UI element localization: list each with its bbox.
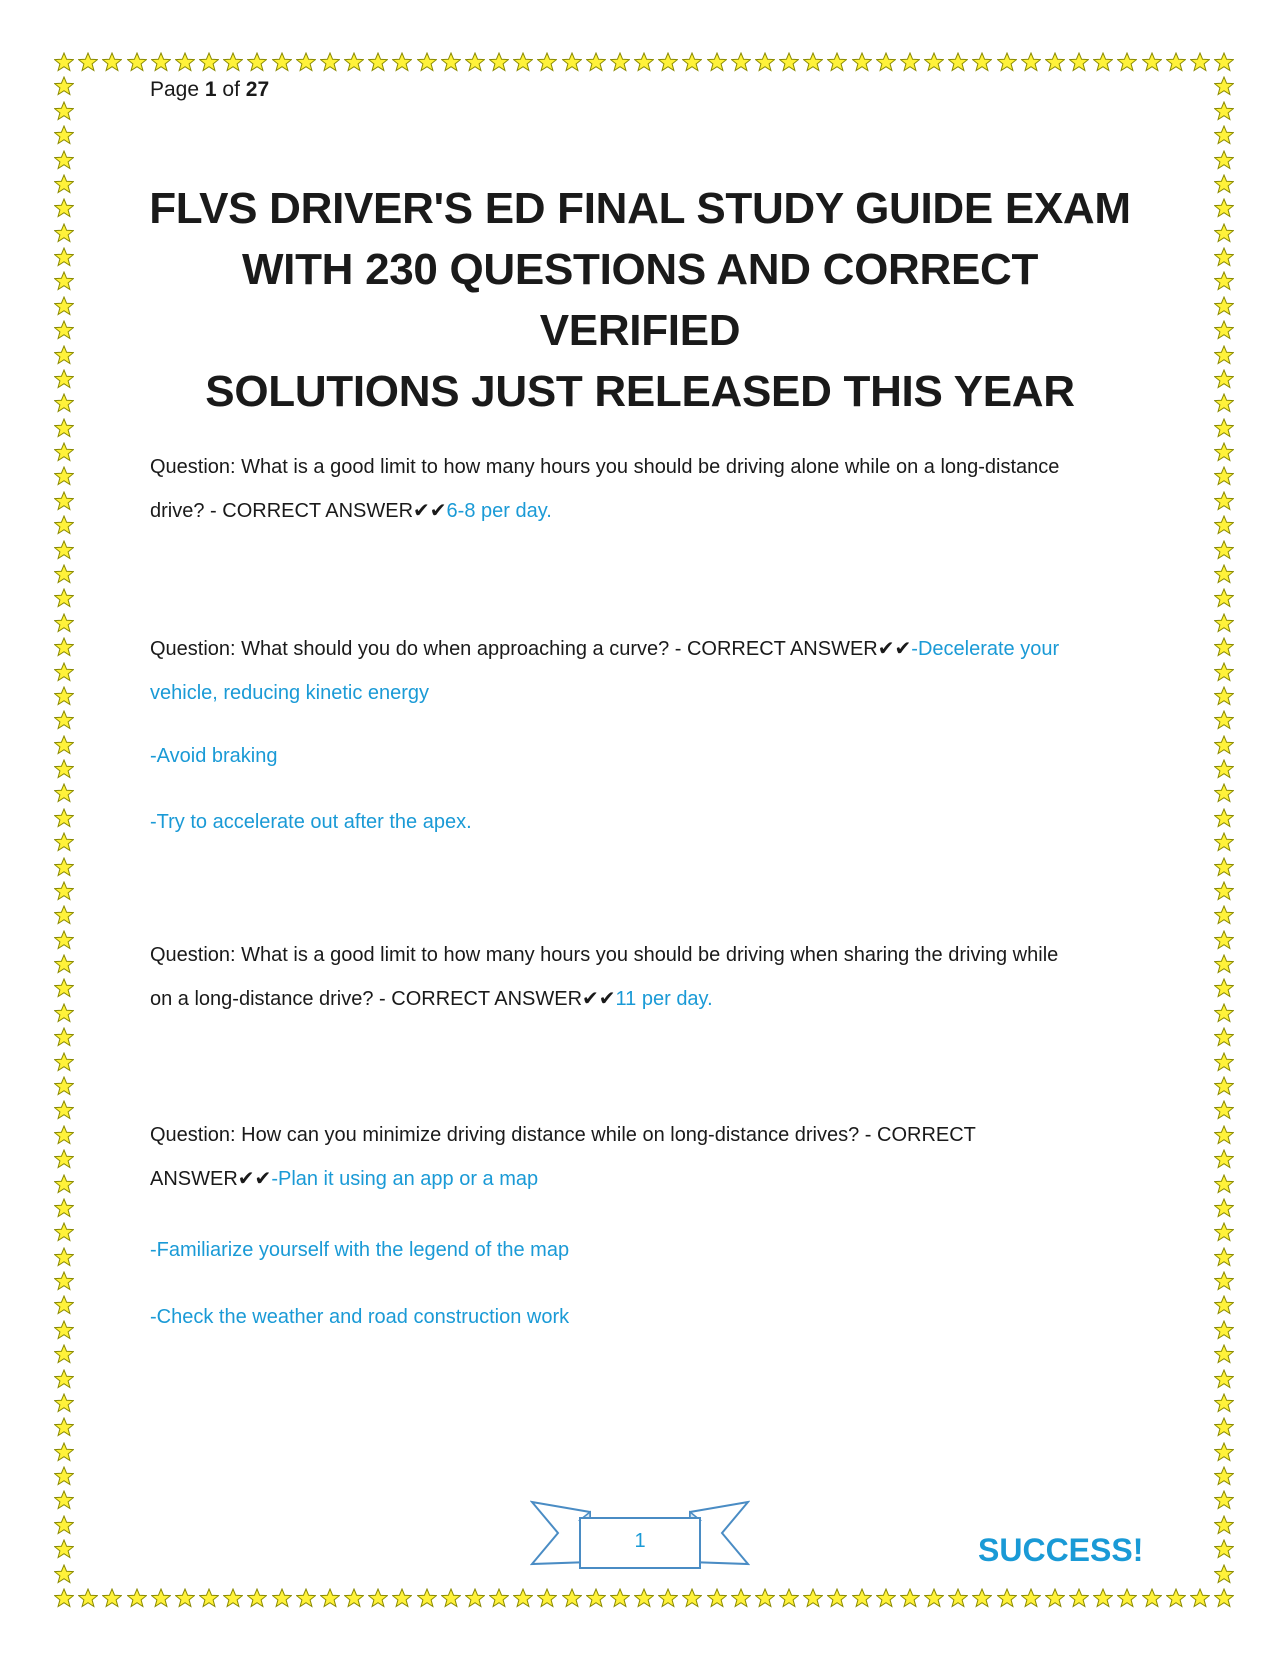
question-2 xyxy=(150,627,1130,715)
star-icon xyxy=(562,52,582,72)
star-icon xyxy=(151,52,171,72)
star-icon xyxy=(175,52,195,72)
question-3-text-cont: on a long-distance drive? - CORRECT ANSWER✔✔11 per day. xyxy=(150,988,713,1010)
star-icon xyxy=(1214,125,1234,145)
star-icon xyxy=(54,759,74,779)
star-icon xyxy=(707,1588,727,1608)
star-icon xyxy=(54,1198,74,1218)
star-icon xyxy=(54,296,74,316)
star-icon xyxy=(1021,52,1041,72)
page-counter: Page 1 of 27 xyxy=(150,78,270,101)
star-icon xyxy=(731,1588,751,1608)
star-icon xyxy=(1093,52,1113,72)
star-icon xyxy=(1117,1588,1137,1608)
question-4-answer-item-1: -Familiarize yourself with the legend of the map xyxy=(150,1239,570,1261)
star-icon xyxy=(223,52,243,72)
star-icon xyxy=(1214,393,1234,413)
star-icon xyxy=(320,52,340,72)
star-icon xyxy=(441,52,461,72)
star-icon xyxy=(54,1076,74,1096)
star-icon xyxy=(972,52,992,72)
star-icon xyxy=(803,1588,823,1608)
star-icon xyxy=(755,52,775,72)
star-icon xyxy=(1214,1490,1234,1510)
star-icon xyxy=(1214,978,1234,998)
star-icon xyxy=(272,52,292,72)
star-icon xyxy=(54,1393,74,1413)
star-icon xyxy=(1214,1198,1234,1218)
question-1-answer: 6-8 per day. xyxy=(446,500,552,522)
star-icon xyxy=(54,662,74,682)
star-icon xyxy=(827,52,847,72)
star-icon xyxy=(441,1588,461,1608)
star-icon xyxy=(54,271,74,291)
star-icon xyxy=(1214,954,1234,974)
star-icon xyxy=(1214,1369,1234,1389)
star-icon xyxy=(634,52,654,72)
star-icon xyxy=(1214,881,1234,901)
star-icon xyxy=(54,978,74,998)
success-text: SUCCESS! xyxy=(978,1532,1144,1568)
star-icon xyxy=(924,1588,944,1608)
star-icon xyxy=(1214,515,1234,535)
star-icon xyxy=(1069,1588,1089,1608)
star-icon xyxy=(1214,905,1234,925)
star-icon xyxy=(1214,1149,1234,1169)
star-icon xyxy=(972,1588,992,1608)
star-icon xyxy=(344,1588,364,1608)
star-icon xyxy=(54,588,74,608)
star-icon xyxy=(634,1588,654,1608)
star-icon xyxy=(562,1588,582,1608)
star-icon xyxy=(296,52,316,72)
star-icon xyxy=(54,1222,74,1242)
document-title xyxy=(140,178,1140,422)
star-icon xyxy=(1214,198,1234,218)
star-icon xyxy=(1214,1564,1234,1584)
star-icon xyxy=(247,52,267,72)
star-icon xyxy=(223,1588,243,1608)
question-3-text: Question: What is a good limit to how many hours you should be driving when sharing the driving while xyxy=(150,944,1059,966)
star-icon xyxy=(658,1588,678,1608)
star-icon xyxy=(1214,1320,1234,1340)
question-1-text: Question: What is a good limit to how many hours you should be driving alone while on a long-distance xyxy=(150,456,1060,478)
star-icon xyxy=(1117,52,1137,72)
star-icon xyxy=(876,52,896,72)
star-icon xyxy=(731,52,751,72)
question-3-answer: 11 per day. xyxy=(615,988,713,1010)
star-icon xyxy=(682,52,702,72)
star-icon xyxy=(54,686,74,706)
star-icon xyxy=(54,1149,74,1169)
star-icon xyxy=(1214,710,1234,730)
star-icon xyxy=(1190,1588,1210,1608)
star-icon xyxy=(54,1320,74,1340)
star-icon xyxy=(1214,735,1234,755)
question-4-text: Question: How can you minimize driving distance while on long-distance drives? - CORRECT xyxy=(150,1124,976,1146)
checkmark-icon: ✔✔ xyxy=(237,1168,272,1190)
star-icon xyxy=(924,52,944,72)
star-icon xyxy=(779,52,799,72)
star-icon xyxy=(900,52,920,72)
star-icon xyxy=(1214,76,1234,96)
star-icon xyxy=(54,954,74,974)
question-2-answer-item-1: -Avoid braking xyxy=(150,745,278,767)
star-icon xyxy=(54,832,74,852)
star-icon xyxy=(1214,832,1234,852)
star-icon xyxy=(1214,1247,1234,1267)
star-icon xyxy=(1214,320,1234,340)
star-icon xyxy=(1214,1222,1234,1242)
star-icon xyxy=(465,52,485,72)
star-icon xyxy=(682,1588,702,1608)
star-icon xyxy=(465,1588,485,1608)
star-icon xyxy=(707,52,727,72)
star-icon xyxy=(1214,52,1234,72)
star-icon xyxy=(876,1588,896,1608)
star-icon xyxy=(78,52,98,72)
star-icon xyxy=(54,1247,74,1267)
star-icon xyxy=(1214,442,1234,462)
star-icon xyxy=(1214,174,1234,194)
star-icon xyxy=(54,345,74,365)
star-icon xyxy=(1093,1588,1113,1608)
star-icon xyxy=(151,1588,171,1608)
star-icon xyxy=(658,52,678,72)
star-icon xyxy=(803,52,823,72)
star-icon xyxy=(54,491,74,511)
star-icon xyxy=(1214,101,1234,121)
star-icon xyxy=(827,1588,847,1608)
star-icon xyxy=(54,1295,74,1315)
star-icon xyxy=(586,52,606,72)
star-icon xyxy=(489,1588,509,1608)
title-line-1: FLVS DRIVER'S ED FINAL STUDY GUIDE EXAM xyxy=(149,184,1131,233)
star-icon xyxy=(1214,1588,1234,1608)
star-icon xyxy=(54,101,74,121)
star-icon xyxy=(1214,564,1234,584)
star-icon xyxy=(54,613,74,633)
star-icon xyxy=(1214,613,1234,633)
star-icon xyxy=(1045,1588,1065,1608)
star-icon xyxy=(54,1052,74,1072)
star-icon xyxy=(1214,1125,1234,1145)
star-icon xyxy=(1021,1588,1041,1608)
star-icon xyxy=(54,540,74,560)
star-icon xyxy=(54,1564,74,1584)
star-icon xyxy=(1190,52,1210,72)
checkmark-icon: ✔✔ xyxy=(877,638,912,660)
star-icon xyxy=(900,1588,920,1608)
star-icon xyxy=(513,1588,533,1608)
star-icon xyxy=(127,1588,147,1608)
star-icon xyxy=(1214,588,1234,608)
star-icon xyxy=(54,808,74,828)
star-icon xyxy=(54,1125,74,1145)
star-icon xyxy=(54,247,74,267)
star-icon xyxy=(1214,1515,1234,1535)
star-icon xyxy=(54,1344,74,1364)
star-icon xyxy=(1214,1027,1234,1047)
star-icon xyxy=(392,52,412,72)
star-icon xyxy=(54,1100,74,1120)
star-icon xyxy=(54,125,74,145)
question-4-answer-item-2: -Check the weather and road construction work xyxy=(150,1306,570,1328)
star-icon xyxy=(513,52,533,72)
star-icon xyxy=(1214,491,1234,511)
star-icon xyxy=(54,1027,74,1047)
star-icon xyxy=(948,52,968,72)
question-2-answer-cont: vehicle, reducing kinetic energy xyxy=(150,682,430,704)
title-line-2: WITH 230 QUESTIONS AND CORRECT VERIFIED xyxy=(241,245,1039,355)
star-icon xyxy=(1214,296,1234,316)
star-icon xyxy=(54,393,74,413)
star-icon xyxy=(54,515,74,535)
question-2-answer-item-2: -Try to accelerate out after the apex. xyxy=(150,811,472,833)
star-icon xyxy=(320,1588,340,1608)
star-icon xyxy=(1214,808,1234,828)
star-icon xyxy=(54,1003,74,1023)
star-icon xyxy=(392,1588,412,1608)
question-4-text-cont: ANSWER✔✔-Plan it using an app or a map xyxy=(150,1168,539,1190)
question-2-answer: -Decelerate your xyxy=(911,638,1060,660)
star-icon xyxy=(54,1490,74,1510)
star-icon xyxy=(997,1588,1017,1608)
star-icon xyxy=(1214,1417,1234,1437)
star-icon xyxy=(1142,52,1162,72)
question-3 xyxy=(150,933,1130,1021)
star-icon xyxy=(54,223,74,243)
star-icon xyxy=(1214,1076,1234,1096)
star-icon xyxy=(1214,1393,1234,1413)
star-icon xyxy=(1214,150,1234,170)
star-icon xyxy=(54,1174,74,1194)
star-icon xyxy=(54,905,74,925)
title-line-3: SOLUTIONS JUST RELEASED THIS YEAR xyxy=(205,367,1075,416)
star-icon xyxy=(1142,1588,1162,1608)
star-icon xyxy=(997,52,1017,72)
star-icon xyxy=(417,52,437,72)
star-icon xyxy=(54,710,74,730)
star-icon xyxy=(54,1588,74,1608)
star-icon xyxy=(54,881,74,901)
star-icon xyxy=(1214,466,1234,486)
star-icon xyxy=(199,1588,219,1608)
star-icon xyxy=(54,1515,74,1535)
star-icon xyxy=(344,52,364,72)
star-icon xyxy=(54,52,74,72)
star-icon xyxy=(1214,759,1234,779)
star-icon xyxy=(1214,540,1234,560)
star-icon xyxy=(1166,52,1186,72)
star-icon xyxy=(247,1588,267,1608)
star-icon xyxy=(1214,1344,1234,1364)
star-icon xyxy=(127,52,147,72)
star-icon xyxy=(1214,930,1234,950)
star-icon xyxy=(54,418,74,438)
star-icon xyxy=(610,1588,630,1608)
star-icon xyxy=(1214,345,1234,365)
star-icon xyxy=(1069,52,1089,72)
star-icon xyxy=(199,52,219,72)
star-icon xyxy=(1214,1295,1234,1315)
star-icon xyxy=(1214,247,1234,267)
star-icon xyxy=(54,369,74,389)
question-1 xyxy=(150,445,1130,533)
star-icon xyxy=(755,1588,775,1608)
star-icon xyxy=(296,1588,316,1608)
star-icon xyxy=(1214,857,1234,877)
question-2-text: Question: What should you do when approaching a curve? - CORRECT ANSWER✔✔-Decelerate your xyxy=(150,638,1060,660)
star-icon xyxy=(54,1271,74,1291)
star-icon xyxy=(610,52,630,72)
star-icon xyxy=(54,1442,74,1462)
star-icon xyxy=(272,1588,292,1608)
checkmark-icon: ✔✔ xyxy=(582,988,616,1010)
star-icon xyxy=(1214,1539,1234,1559)
star-icon xyxy=(537,1588,557,1608)
star-icon xyxy=(537,52,557,72)
star-icon xyxy=(586,1588,606,1608)
star-icon xyxy=(54,1539,74,1559)
star-icon xyxy=(102,1588,122,1608)
star-icon xyxy=(852,52,872,72)
star-icon xyxy=(948,1588,968,1608)
star-icon xyxy=(1214,1442,1234,1462)
star-icon xyxy=(1214,1052,1234,1072)
star-icon xyxy=(54,76,74,96)
star-icon xyxy=(1166,1588,1186,1608)
star-icon xyxy=(54,930,74,950)
star-icon xyxy=(779,1588,799,1608)
question-4-answer: -Plan it using an app or a map xyxy=(271,1168,539,1190)
star-icon xyxy=(1214,369,1234,389)
star-icon xyxy=(1214,783,1234,803)
checkmark-icon: ✔✔ xyxy=(413,500,447,522)
star-icon xyxy=(1214,637,1234,657)
star-icon xyxy=(54,857,74,877)
star-icon xyxy=(54,735,74,755)
star-icon xyxy=(54,466,74,486)
star-icon xyxy=(1214,686,1234,706)
star-icon xyxy=(54,564,74,584)
footer-page-number: 1 xyxy=(634,1530,646,1552)
star-icon xyxy=(1214,1271,1234,1291)
star-icon xyxy=(175,1588,195,1608)
star-icon xyxy=(54,150,74,170)
star-icon xyxy=(1214,662,1234,682)
star-icon xyxy=(54,198,74,218)
star-icon xyxy=(1214,1174,1234,1194)
star-icon xyxy=(1214,223,1234,243)
star-icon xyxy=(1214,271,1234,291)
star-icon xyxy=(1214,1003,1234,1023)
star-icon xyxy=(368,1588,388,1608)
star-icon xyxy=(54,442,74,462)
star-icon xyxy=(417,1588,437,1608)
star-icon xyxy=(54,174,74,194)
star-icon xyxy=(54,320,74,340)
star-icon xyxy=(102,52,122,72)
star-icon xyxy=(852,1588,872,1608)
star-icon xyxy=(1214,1100,1234,1120)
star-icon xyxy=(1045,52,1065,72)
star-icon xyxy=(54,1417,74,1437)
star-icon xyxy=(1214,418,1234,438)
question-4 xyxy=(150,1113,1130,1201)
star-icon xyxy=(489,52,509,72)
star-icon xyxy=(78,1588,98,1608)
star-icon xyxy=(1214,1466,1234,1486)
star-icon xyxy=(54,1369,74,1389)
star-icon xyxy=(54,1466,74,1486)
star-icon xyxy=(54,783,74,803)
star-icon xyxy=(54,637,74,657)
question-1-text-cont: drive? - CORRECT ANSWER✔✔6-8 per day. xyxy=(150,500,552,522)
star-icon xyxy=(368,52,388,72)
